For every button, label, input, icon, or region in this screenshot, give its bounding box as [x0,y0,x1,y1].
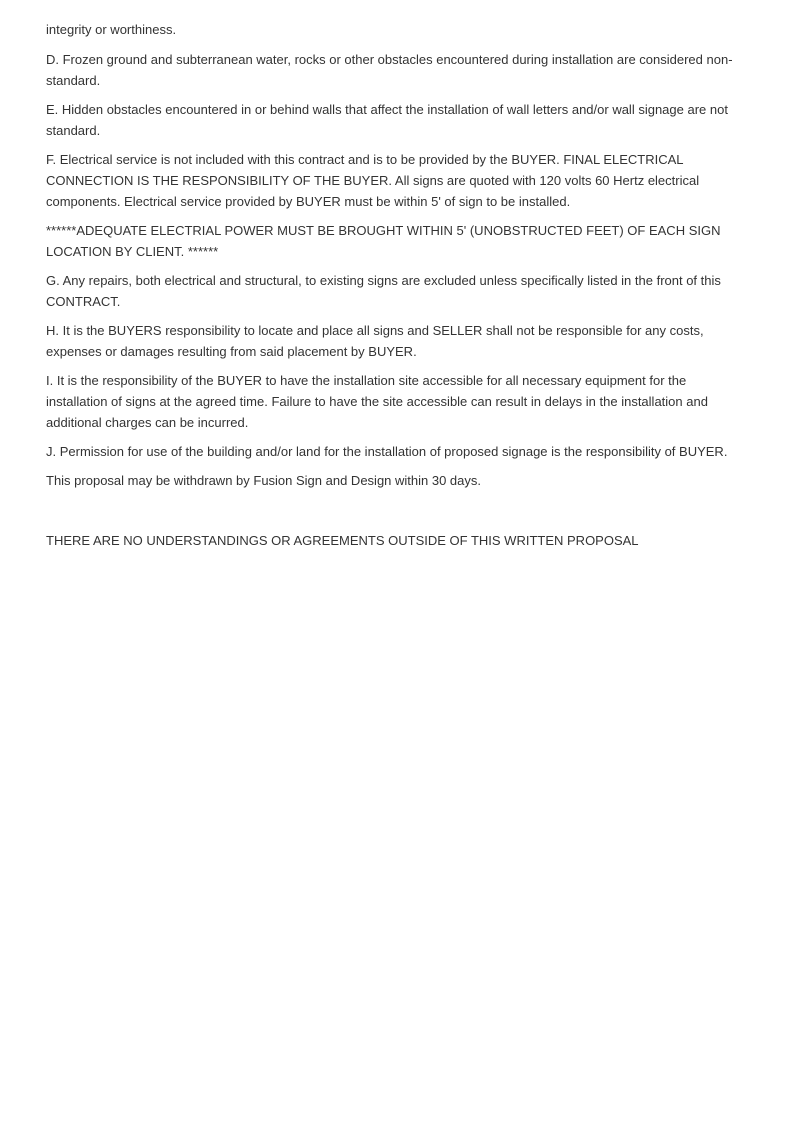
document-page [46,19,746,559]
paragraph-clause-g: G. Any repairs, both electrical and structural, to existing signs are excluded unless specifically listed in the front of this CONTRACT. [46,273,721,309]
spacer [46,499,746,530]
closing-statement: THERE ARE NO UNDERSTANDINGS OR AGREEMENTS OUTSIDE OF THIS WRITTEN PROPOSAL [46,533,639,548]
paragraph-withdrawal-notice: This proposal may be withdrawn by Fusion Sign and Design within 30 days. [46,473,482,488]
paragraph-continuation: integrity or worthiness. [46,22,177,37]
paragraph-clause-i: I. It is the responsibility of the BUYER to have the installation site accessible for all necessary equipment for the installation of signs at the agreed time. Failure to have the site accessible can result in delays in the installation and additional charges can be incurred. [46,373,708,430]
paragraph-power-notice: ******ADEQUATE ELECTRIAL POWER MUST BE BROUGHT WITHIN 5' (UNOBSTRUCTED FEET) OF EACH SIGN LOCATION BY CLIENT. ****** [46,223,721,259]
paragraph-clause-j: J. Permission for use of the building and/or land for the installation of proposed signage is the responsibility of BUYER. [46,444,728,459]
paragraph-clause-d: D. Frozen ground and subterranean water, rocks or other obstacles encountered during installation are considered non-standard. [46,52,733,88]
paragraph-clause-f: F. Electrical service is not included with this contract and is to be provided by the BUYER. FINAL ELECTRICAL CONNECTION IS THE RESPONSIBILITY OF THE BUYER. All signs are quoted with 120 volts 60 Hertz electrical components. Electrical service provided by BUYER must be within 5' of sign to be installed. [46,152,700,209]
paragraph-clause-h: H. It is the BUYERS responsibility to locate and place all signs and SELLER shall not be responsible for any costs, expenses or damages resulting from said placement by BUYER. [46,323,704,359]
paragraph-clause-e: E. Hidden obstacles encountered in or behind walls that affect the installation of wall letters and/or wall signage are not standard. [46,102,728,138]
